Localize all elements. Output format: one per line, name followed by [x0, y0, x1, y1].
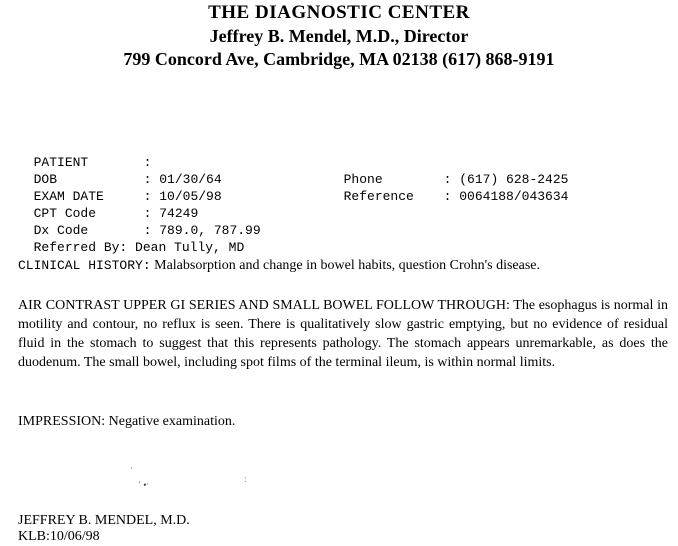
clinical-history-label: CLINICAL HISTORY:: [18, 258, 151, 273]
patient-label: PATIENT: [33, 155, 89, 170]
dob-label: DOB: [33, 172, 58, 187]
cpt-value: 74249: [159, 206, 199, 221]
dob-separator: :: [143, 172, 152, 187]
clinical-history-text: Malabsorption and change in bowel habits, question Crohn's disease.: [154, 258, 541, 273]
signature-mark: ː: [244, 474, 247, 484]
phone-value: (617) 628-2425: [459, 172, 569, 187]
dx-label: Dx Code: [33, 223, 89, 238]
director-line: Jeffrey B. Mendel, M.D., Director: [209, 26, 469, 46]
exam-date-label: EXAM DATE: [33, 189, 104, 204]
phone-separator: :: [443, 172, 452, 187]
reference-label: Reference: [343, 189, 414, 204]
referred-by-row: [18, 225, 244, 255]
patient-separator: :: [143, 155, 152, 170]
address-line: 799 Concord Ave, Cambridge, MA 02138 (617) 868-9191: [123, 49, 555, 69]
signature-initials-date: KLB:10/06/98: [18, 529, 100, 544]
reference-row: [328, 174, 568, 204]
dob-value: 01/30/64: [159, 172, 222, 187]
exam-date-value: 10/05/98: [159, 189, 222, 204]
center-name: THE DIAGNOSTIC CENTER: [208, 2, 470, 23]
impression: IMPRESSION: Negative examination.: [18, 414, 236, 429]
signature-mark: ˊ •ˑ: [138, 480, 149, 490]
referred-by-label: Referred By:: [33, 240, 128, 255]
reference-value: 0064188/043634: [459, 189, 569, 204]
referred-by-value: Dean Tully, MD: [135, 240, 245, 255]
cpt-label: CPT Code: [33, 206, 97, 221]
clinical-history: [18, 258, 540, 274]
signature-name: JEFFREY B. MENDEL, M.D.: [18, 513, 190, 528]
signature-mark: ˙: [130, 466, 133, 476]
phone-label: Phone: [343, 172, 383, 187]
dx-separator: :: [143, 223, 152, 238]
dx-value: 789.0, 787.99: [159, 223, 261, 238]
reference-separator: :: [443, 189, 452, 204]
findings-paragraph: AIR CONTRAST UPPER GI SERIES AND SMALL BOWEL FOLLOW THROUGH: The esophagus is normal in motility and contour, no reflux is seen. There is qualitatively slow gastric emptying, but no evidence of residual fluid in the stomach to suggest that this represents pathology. The stomach appears unremarkable, as does the duodenum. The small bowel, including spot films of the terminal ileum, is within normal limits.: [18, 298, 668, 370]
cpt-separator: :: [143, 206, 152, 221]
exam-date-separator: :: [143, 189, 152, 204]
